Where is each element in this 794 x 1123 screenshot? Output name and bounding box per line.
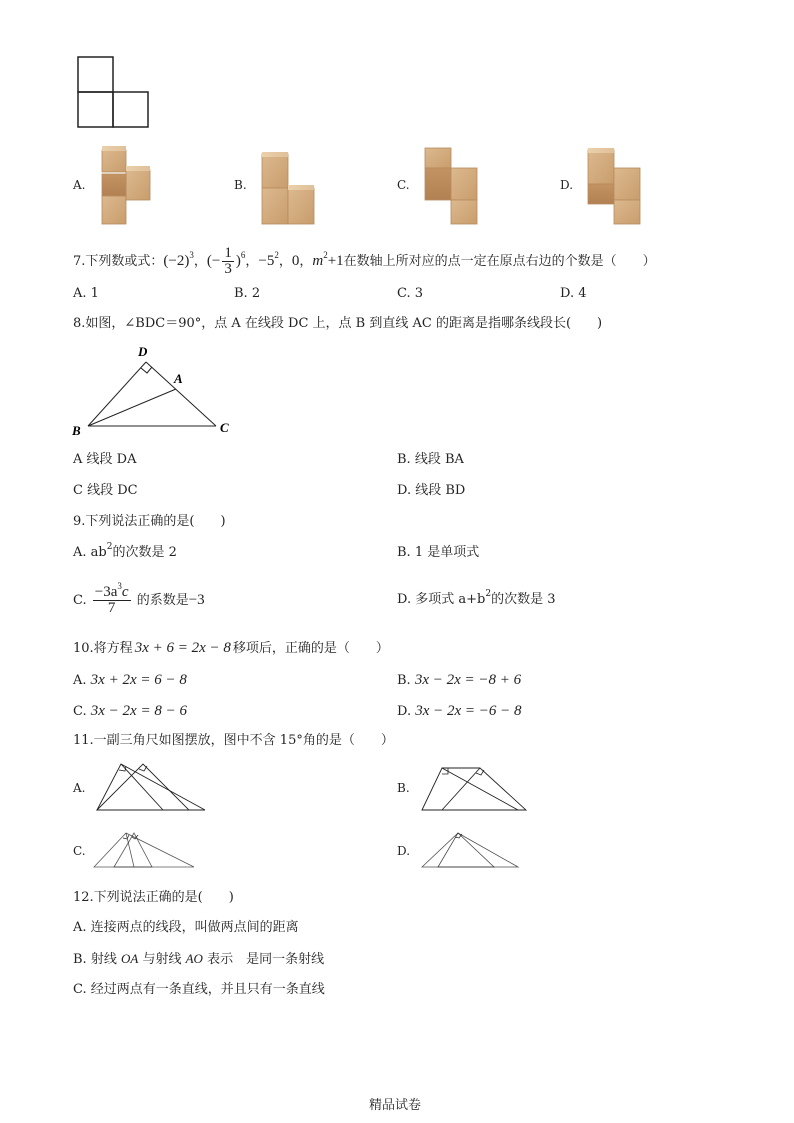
q7-expr-2: (− $\frac{1}{3}$ )$^6$ — [206, 245, 246, 277]
q6-option-d-label[interactable]: D. — [560, 178, 574, 192]
q9-option-b[interactable]: B. 1 是单项式 — [397, 545, 480, 560]
q7-option-d[interactable]: D. 4 — [560, 286, 587, 301]
q8-stem: 8.如图，∠BDC＝90°，点 A 在线段 DC 上，点 B 到直线 AC 的距离是指哪条线段长( ) — [73, 316, 603, 331]
q6-option-b-blocks[interactable] — [258, 150, 318, 228]
q8-option-b[interactable]: B. 线段 BA — [397, 452, 464, 467]
q8-option-a[interactable]: A 线段 DA — [73, 452, 137, 467]
q11-option-a-figure[interactable] — [93, 758, 211, 814]
q6-option-a-label[interactable]: A. — [73, 178, 86, 192]
q12-option-b[interactable]: B. 射线 OA 与射线 AO 表示 是同一条射线 — [73, 951, 325, 967]
q7-option-a[interactable]: A. 1 — [73, 286, 99, 301]
q8-option-d[interactable]: D. 线段 BD — [397, 483, 466, 498]
q11-option-a-label[interactable]: A. — [73, 781, 86, 795]
q8-option-c[interactable]: C 线段 DC — [73, 483, 138, 498]
q7-option-c[interactable]: C. 3 — [397, 286, 424, 301]
q8-label-b: B — [72, 423, 81, 438]
q8-triangle-figure — [68, 342, 238, 438]
q12-option-a[interactable]: A. 连接两点的线段，叫做两点间的距离 — [73, 920, 299, 935]
q6-option-d-blocks[interactable] — [584, 146, 644, 228]
q7-expr-4: 0 — [291, 252, 300, 269]
q7-prefix: 7.下列数或式： — [73, 253, 164, 269]
q7-comma-2: ， — [245, 253, 259, 269]
q10-equation: 3x + 6 = 2x − 8 — [134, 640, 231, 656]
page-footer: 精品试卷 — [369, 1098, 422, 1113]
q7-stem — [73, 246, 656, 277]
q10-option-d[interactable]: D. 3x − 2x = −6 − 8 — [397, 703, 522, 719]
q9-option-c[interactable]: C. $\frac{-3a^3c}{7}$ 的系数是−3 — [73, 581, 205, 616]
q11-option-d-label[interactable]: D. — [397, 844, 411, 858]
q7-suffix: 在数轴上所对应的点一定在原点右边的个数是（ ） — [343, 253, 656, 269]
q10-option-b[interactable]: B. 3x − 2x = −8 + 6 — [397, 672, 522, 688]
q9-option-a[interactable]: A. $ab^2$的次数是 2 — [73, 542, 177, 560]
q8-label-d: D — [138, 344, 148, 359]
q10-stem: 10.将方程 3x + 6 = 2x − 8 移项后，正确的是（ ） — [73, 640, 389, 656]
q11-option-d-figure[interactable] — [418, 827, 524, 871]
q6-option-b-label[interactable]: B. — [234, 178, 247, 192]
q9-stem: 9.下列说法正确的是( ) — [73, 514, 226, 529]
q11-option-c-figure[interactable] — [90, 827, 198, 871]
q6-option-a-blocks[interactable] — [98, 144, 154, 228]
q8-label-a: A — [174, 371, 183, 386]
q7-option-b[interactable]: B. 2 — [234, 286, 261, 301]
q6-option-c-label[interactable]: C. — [397, 178, 410, 192]
q7-expr-1: $(-2)^3$ — [163, 249, 194, 269]
q11-option-b-figure[interactable] — [418, 762, 530, 814]
q10-option-c[interactable]: C. 3x − 2x = 8 − 6 — [73, 703, 187, 719]
q12-option-c[interactable]: C. 经过两点有一条直线，并且只有一条直线 — [73, 982, 325, 997]
q7-expr-3: $-5^2$ — [258, 249, 279, 269]
q7-comma-1: ， — [193, 253, 207, 269]
q8-label-c: C — [220, 420, 229, 435]
top-view-figure — [76, 55, 152, 131]
q9-option-c-fraction: $\frac{-3a^3c}{7}$ — [94, 581, 129, 616]
q9-option-d[interactable]: D. 多项式 $a+b^2$的次数是 3 — [397, 589, 556, 607]
q6-option-c-blocks[interactable] — [421, 144, 481, 228]
q12-stem: 12.下列说法正确的是( ) — [73, 890, 234, 905]
q11-stem: 11.一副三角尺如图摆放，图中不含 15°角的是（ ） — [73, 733, 394, 748]
q10-option-a[interactable]: A. 3x + 2x = 6 − 8 — [73, 672, 187, 688]
q11-option-b-label[interactable]: B. — [397, 781, 410, 795]
q7-comma-3: ， — [278, 253, 292, 269]
q11-option-c-label[interactable]: C. — [73, 844, 86, 858]
q7-expr-5: $m^2+1$ — [312, 249, 344, 269]
q7-comma-4: ， — [299, 253, 313, 269]
